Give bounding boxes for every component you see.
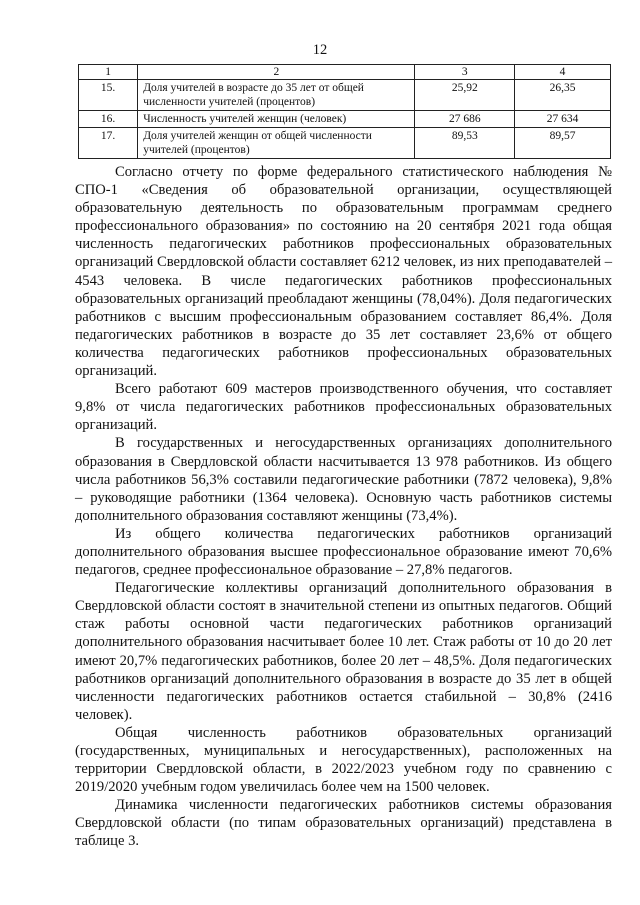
table-header-row [79,65,611,80]
table-header-cell: 2 [138,65,415,80]
paragraph: Согласно отчету по форме федерального статистического наблюдения № СПО-1 «Сведения об образовательной организации, осуществляющей образовательную деятельность по образовательным программам среднего профессионального образования» по состоянию на 20 сентября 2021 года общая численность педагогических работников профессиональных образовательных организаций Свердловской области составляет 6212 человек, из них преподавателей – 4543 человека. В числе педагогических работников профессиональных образовательных организаций преобладают женщины (78,04%). Доля педагогических работников с высшим профессиональным образованием составляет 86,4%. Доля педагогических работников в возрасте до 35 лет составляет 23,6% от общего количества педагогических работников профессиональных образовательных организаций. [75,164,612,380]
table-row [79,111,611,128]
row-number-cell: 16. [79,111,138,128]
table-header-cell: 3 [415,65,515,80]
value-cell: 89,53 [415,128,515,159]
value-cell: 25,92 [415,80,515,111]
indicator-name-cell: Доля учителей в возрасте до 35 лет от общей численности учителей (процентов) [138,80,415,111]
body-text [75,163,612,851]
paragraph: Общая численность работников образовательных организаций (государственных, муниципальных и негосударственных), расположенных на территории Свердловской области, в 2022/2023 учебном году по сравнению с 2019/2020 учебным годом увеличилась более чем на 1500 человек. [75,724,612,796]
indicator-name-cell: Доля учителей женщин от общей численности учителей (процентов) [138,128,415,159]
value-cell: 26,35 [515,80,611,111]
table-row [79,80,611,111]
value-cell: 27 686 [415,111,515,128]
paragraph: Всего работают 609 мастеров производственного обучения, что составляет 9,8% от числа педагогических работников профессиональных образовательных организаций. [75,381,612,434]
value-cell: 27 634 [515,111,611,128]
paragraph: Педагогические коллективы организаций дополнительного образования в Свердловской области состоят в значительной степени из опытных педагогов. Общий стаж работы основной части педагогических работников организаций дополнительного образования насчитывает более 10 лет. Стаж работы от 10 до 20 лет имеют 20,7% педагогических работников, более 20 лет – 48,5%. Доля педагогических работников организаций дополнительного образования в возрасте до 35 лет в общей численности педагогических работников остается стабильной – 30,8% (2416 человек). [75,580,612,723]
table-header-cell: 1 [79,65,138,80]
row-number-cell: 15. [79,80,138,111]
value-cell: 89,57 [515,128,611,159]
indicator-name-cell: Численность учителей женщин (человек) [138,111,415,128]
indicators-table [78,64,611,159]
row-number-cell: 17. [79,128,138,159]
page-number: 12 [312,42,328,58]
paragraph: Динамика численности педагогических работников системы образования Свердловской области (по типам образовательных организаций) представлена в таблице 3. [75,797,612,850]
paragraph: В государственных и негосударственных организациях дополнительного образования в Свердловской области насчитывается 13 978 работников. Из общего числа работников 56,3% составили педагогические работники (7872 человека), 9,8% – руководящие работники (1364 человека). Основную часть работников системы дополнительного образования составляют женщины (73,4%). [75,435,612,524]
paragraph: Из общего количества педагогических работников организаций дополнительного образования высшее профессиональное образование имеют 70,6% педагогов, среднее профессиональное образование – 27,8% педагогов. [75,525,612,579]
table-header-cell: 4 [515,65,611,80]
table-row [79,128,611,159]
